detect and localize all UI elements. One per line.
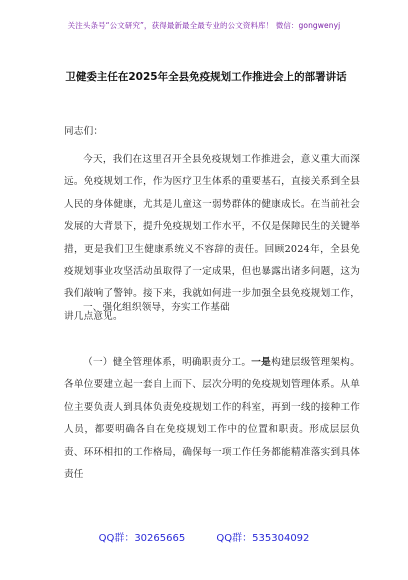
salutation: 同志们： [64,126,104,137]
document-title: 卫健委主任在2025年全县免疫规划工作推进会上的部署讲话 [65,71,347,83]
subsection-bold-lead: 一是 [251,357,272,368]
subsection-text: 构建层级管理架构。各单位要建立起一套自上而下、层次分明的免疫规划管理体系。从单位主要负责人到具体负责免疫规划工作的科室，再到一线的接种工作人员，都要明确各自在免疫规划工作中的位置和职责。形成层层负责、环环相扣的工作格局，确保每一项工作任务都能精准落实到具体责任 [64,357,360,481]
paragraph-subsection [64,352,360,486]
qq-group-1: QQ群：30265665 [98,533,186,544]
section-heading-text: 一、强化组织领导，夯实工作基础 [83,302,230,313]
footer-qq [0,529,408,544]
subsection-prefix: （一）健全管理体系，明确职责分工。 [83,357,252,368]
section-heading [64,297,360,319]
header-banner: 关注头条号“公文研究”，获得最新最全最专业的公文资料库！ 微信：gongwenyj [67,21,341,30]
paragraph-intro-text: 今天，我们在这里召开全县免疫规划工作推进会，意义重大而深远。免疫规划工作，作为医疗卫生体系的重要基石，直接关系到全县人民的身体健康，尤其是儿童这一弱势群体的健康成长。在当前社会发展的大背景下，提升免疫规划工作水平，不仅是保障民生的关键举措，更是我们卫生健康系统义不容辞的责任。回顾2024年，全县免疫规划事业攻坚活动虽取得了一定成果，但也暴露出诸多问题，这为我们敲响了警钟。接下来，我就如何进一步加强全县免疫规划工作，讲几点意见。 [64,154,360,322]
qq-group-2: QQ群：535304092 [216,533,310,544]
